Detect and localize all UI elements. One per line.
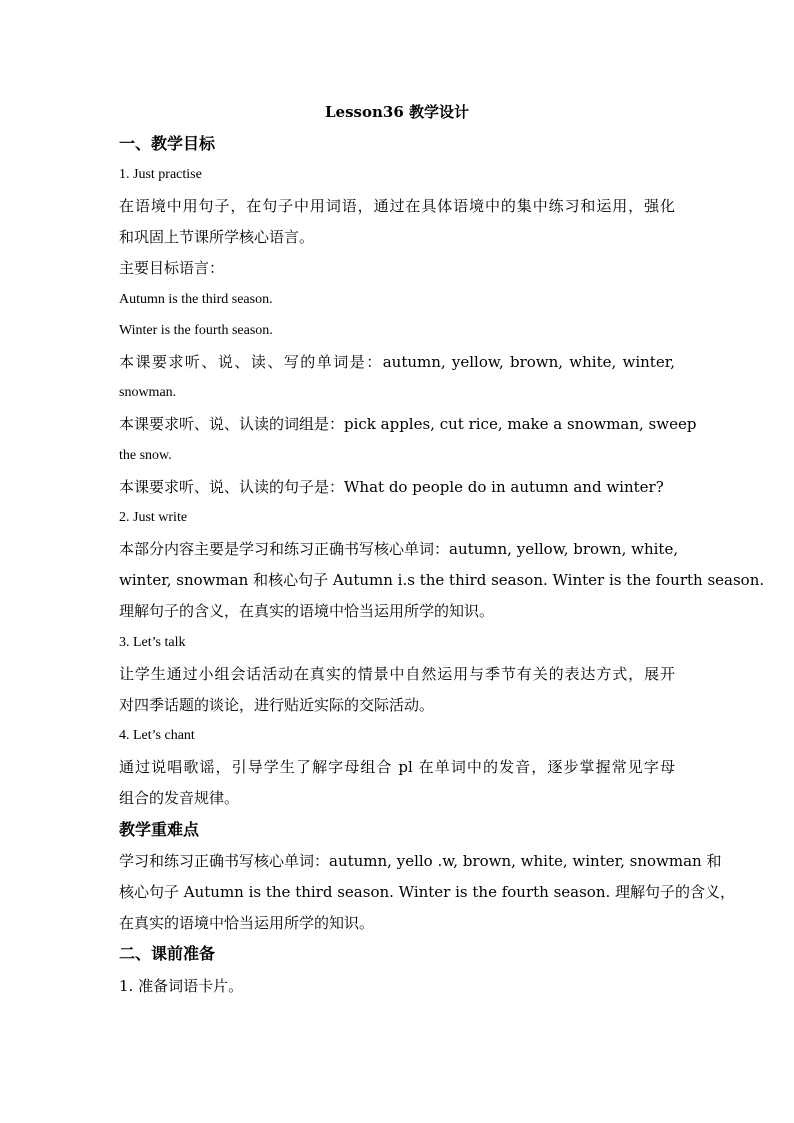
paragraph-line: 通过说唱歌谣，引导学生了解字母组合 pl 在单词中的发音，逐步掌握常见字母 [119,758,675,776]
paragraph-line: 学习和练习正确书写核心单词：autumn, yello .w, brown, white, winter, snowman 和 [119,852,722,870]
paragraph-line: 本课要求听、说、认读的句子是：What do people do in autumn and winter? [119,478,664,496]
paragraph-line: snowman. [119,385,177,400]
section-heading-key-points: 教学重难点 [119,820,200,839]
paragraph-line: 在语境中用句子，在句子中用词语，通过在具体语境中的集中练习和运用，强化 [119,197,675,215]
paragraph-line: 本课要求听、说、认读的词组是：pick apples, cut rice, make a snowman, sweep [119,415,697,433]
list-item: 1. 准备词语卡片。 [119,977,244,995]
paragraph-line: 本部分内容主要是学习和练习正确书写核心单词：autumn, yellow, brown, white, [119,540,679,558]
subsection-just-practise: 1. Just practise [119,167,202,182]
paragraph-line: the snow. [119,448,172,463]
section-heading-teaching-goals: 一、教学目标 [119,134,216,153]
paragraph-line: winter, snowman 和核心句子 Autumn i.s the third season. Winter is the fourth season. [119,571,765,589]
paragraph-line: 在真实的语境中恰当运用所学的知识。 [119,914,375,932]
paragraph-line: 本课要求听、说、读、写的单词是：autumn, yellow, brown, white, winter, [119,353,675,371]
document-title: Lesson36 教学设计 [325,103,469,121]
paragraph-line: 理解句子的含义，在真实的语境中恰当运用所学的知识。 [119,602,495,620]
example-sentence: Autumn is the third season. [119,292,273,307]
paragraph-line: 主要目标语言： [119,259,225,277]
subsection-lets-chant: 4. Let’s chant [119,728,195,743]
subsection-lets-talk: 3. Let’s talk [119,635,186,650]
paragraph-line: 对四季话题的谈论，进行贴近实际的交际活动。 [119,696,435,714]
paragraph-line: 让学生通过小组会话活动在真实的情景中自然运用与季节有关的表达方式，展开 [119,665,675,683]
subsection-just-write: 2. Just write [119,510,188,525]
section-heading-preparation: 二、课前准备 [119,944,216,963]
paragraph-line: 和巩固上节课所学核心语言。 [119,228,315,246]
example-sentence: Winter is the fourth season. [119,323,273,338]
paragraph-line: 核心句子 Autumn is the third season. Winter is the fourth season. 理解句子的含义， [119,883,736,901]
paragraph-line: 组合的发音规律。 [119,789,240,807]
